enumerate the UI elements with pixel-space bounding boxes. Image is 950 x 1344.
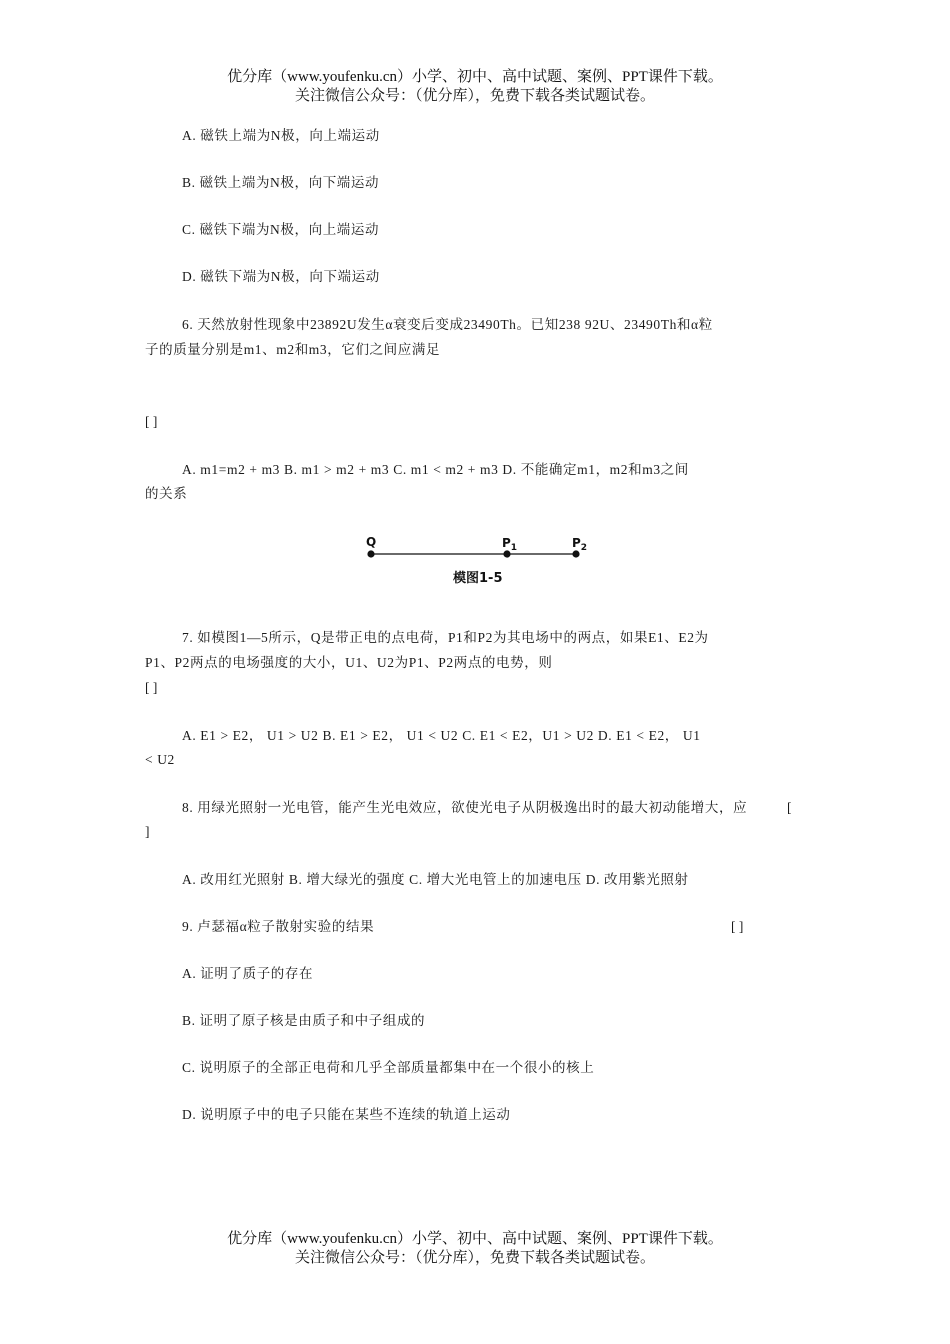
header-line-2: 关注微信公众号：（优分库），免费下载各类试题试卷。 <box>294 88 655 104</box>
figure-svg <box>360 532 600 592</box>
header-line-1: 优分库（www.youfenku.cn）小学、初中、高中试题、案例、PPT课件下载。 <box>227 69 723 85</box>
q9-option-c: C. 说明原子的全部正电荷和几乎全部质量都集中在一个很小的核上 <box>182 1060 595 1075</box>
q9-answer-bracket: [ ] <box>731 919 744 934</box>
q8-bracket-open: [ <box>787 800 792 815</box>
q7-stem-line-2: P1、P2两点的电场强度的大小，U1、U2为P1、P2两点的电势，则 <box>145 655 553 670</box>
q8-stem: 8. 用绿光照射一光电管，能产生光电效应，欲使光电子从阴极逸出时的最大初动能增大，应 <box>182 800 748 815</box>
q9-option-b: B. 证明了原子核是由质子和中子组成的 <box>182 1013 426 1028</box>
label-p2-main: P <box>572 536 581 550</box>
q5-option-c: C. 磁铁下端为N极，向上端运动 <box>182 222 380 237</box>
point-q <box>367 550 374 557</box>
figure-1-5 <box>360 532 600 592</box>
figure-caption: 模图1-5 <box>453 571 503 586</box>
q7-answer-bracket: [ ] <box>145 680 158 695</box>
q6-options-line-2: 的关系 <box>145 486 188 501</box>
q6-stem-line-1: 6. 天然放射性现象中23892U发生α衰变后变成23490Th。已知238 92U、23490Th和α粒 <box>182 317 713 332</box>
q5-option-b: B. 磁铁上端为N极，向下端运动 <box>182 175 380 190</box>
q6-options-line-1: A. m1=m2 + m3 B. m1 > m2 + m3 C. m1 < m2 + m3 D. 不能确定m1，m2和m3之间 <box>182 462 689 477</box>
q8-bracket-close: ] <box>145 824 150 839</box>
q8-options: A. 改用红光照射 B. 增大绿光的强度 C. 增大光电管上的加速电压 D. 改用紫光照射 <box>182 872 689 887</box>
q9-option-d: D. 说明原子中的电子只能在某些不连续的轨道上运动 <box>182 1107 511 1122</box>
footer-line-2: 关注微信公众号：（优分库），免费下载各类试题试卷。 <box>294 1250 655 1266</box>
label-p2 <box>572 536 587 553</box>
label-p1 <box>502 536 517 553</box>
label-p1-sub: 1 <box>510 543 518 553</box>
q7-stem-line-1: 7. 如模图1—5所示，Q是带正电的点电荷，P1和P2为其电场中的两点，如果E1、E2为 <box>182 630 709 645</box>
q6-answer-bracket: [ ] <box>145 414 158 429</box>
q7-options-line-2: < U2 <box>145 752 175 767</box>
q9-option-a: A. 证明了质子的存在 <box>182 966 314 981</box>
label-p1-main: P <box>502 536 511 550</box>
point-p2 <box>572 550 579 557</box>
label-q: Q <box>366 535 377 549</box>
q5-option-a: A. 磁铁上端为N极，向上端运动 <box>182 128 380 143</box>
q9-stem: 9. 卢瑟福α粒子散射实验的结果 <box>182 919 375 934</box>
footer-line-1: 优分库（www.youfenku.cn）小学、初中、高中试题、案例、PPT课件下载。 <box>227 1231 723 1247</box>
q5-option-d: D. 磁铁下端为N极，向下端运动 <box>182 269 380 284</box>
point-p1 <box>503 550 510 557</box>
label-p2-sub: 2 <box>580 543 588 553</box>
page-header <box>0 68 950 106</box>
page-footer <box>0 1230 950 1268</box>
q6-stem-line-2: 子的质量分别是m1、m2和m3，它们之间应满足 <box>145 342 441 357</box>
q7-options-line-1: A. E1 > E2， U1 > U2 B. E1 > E2， U1 < U2 C. E1 < E2，U1 > U2 D. E1 < E2， U1 <box>182 728 701 743</box>
